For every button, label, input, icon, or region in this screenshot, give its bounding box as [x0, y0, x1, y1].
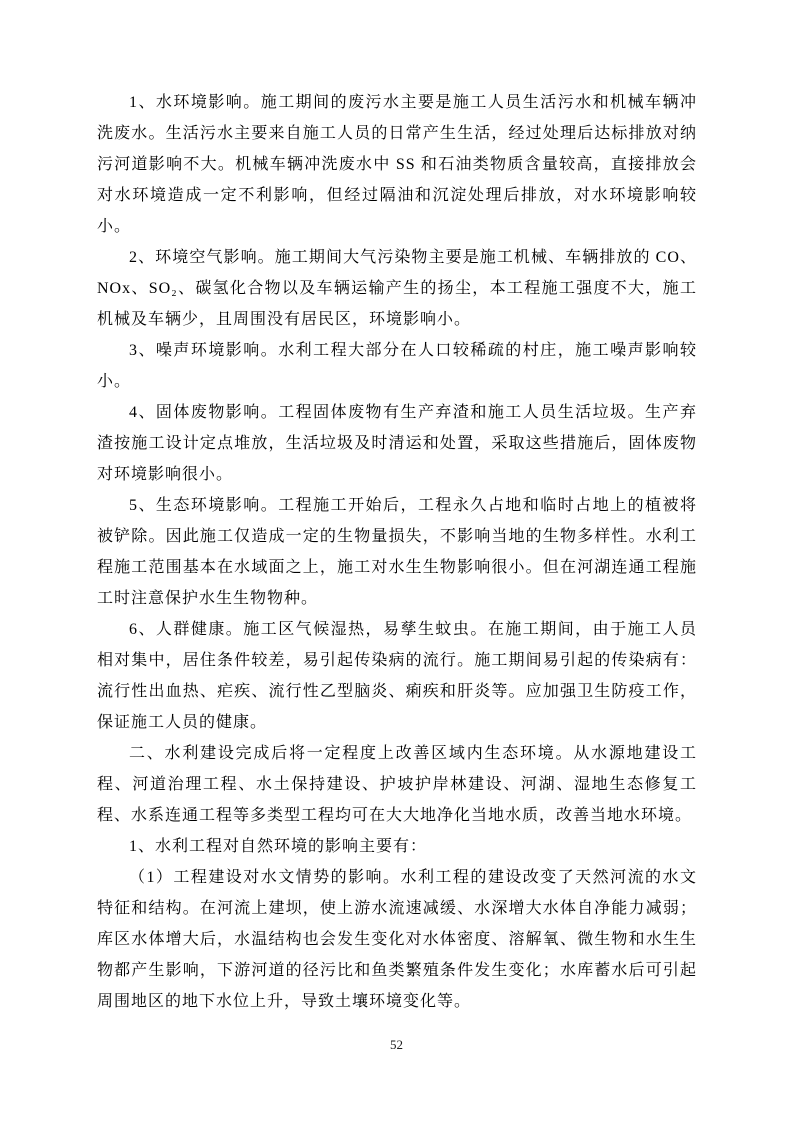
paragraph-1: 1、水环境影响。施工期间的废污水主要是施工人员生活污水和机械车辆冲洗废水。生活污水主要来自施工人员的日常产生生活，经过处理后达标排放对纳污河道影响不大。机械车辆冲洗废水中 SS 和石油类物质含量较高，直接排放会对水环境造成一定不利影响，但经过隔油和沉淀处理后排放，对水环境影响较小。: [97, 94, 697, 235]
paragraph-8: 1、水利工程对自然环境的影响主要有：: [129, 838, 428, 855]
document-body: [97, 87, 697, 1017]
paragraph-7: 二、水利建设完成后将一定程度上改善区域内生态环境。从水源地建设工程、河道治理工程、水土保持建设、护坡护岸林建设、河湖、湿地生态修复工程、水系连通工程等多类型工程均可在大大地净化当地水质，改善当地水环境。: [97, 745, 697, 824]
paragraph-6: 6、人群健康。施工区气候湿热，易孳生蚊虫。在施工期间，由于施工人员相对集中，居住条件较差，易引起传染病的流行。施工期间易引起的传染病有：流行性出血热、疟疾、流行性乙型脑炎、痢疾和肝炎等。应加强卫生防疫工作，保证施工人员的健康。: [97, 621, 697, 731]
paragraph-4: 4、固体废物影响。工程固体废物有生产弃渣和施工人员生活垃圾。生产弃渣按施工设计定点堆放，生活垃圾及时清运和处置，采取这些措施后，固体废物对环境影响很小。: [97, 404, 697, 483]
page-number: 52: [390, 1037, 403, 1052]
paragraph-5: 5、生态环境影响。工程施工开始后，工程永久占地和临时占地上的植被将被铲除。因此施工仅造成一定的生物量损失，不影响当地的生物多样性。水利工程施工范围基本在水域面之上，施工对水生生物影响很小。但在河湖连通工程施工时注意保护水生生物物种。: [97, 497, 697, 607]
paragraph-2: 2、环境空气影响。施工期间大气污染物主要是施工机械、车辆排放的 CO、NOx、SO₂、碳氢化合物以及车辆运输产生的扬尘，本工程施工强度不大，施工机械及车辆少，且周围没有居民区，环境影响小。: [97, 249, 697, 328]
paragraph-3: 3、噪声环境影响。水利工程大部分在人口较稀疏的村庄，施工噪声影响较小。: [97, 342, 697, 390]
page-footer: [0, 1036, 793, 1054]
paragraph-9: （1）工程建设对水文情势的影响。水利工程的建设改变了天然河流的水文特征和结构。在河流上建坝，使上游水流速减缓、水深增大水体自净能力减弱；库区水体增大后，水温结构也会发生变化对水体密度、溶解氧、微生物和水生生物都产生影响，下游河道的径污比和鱼类繁殖条件发生变化；水库蓄水后可引起周围地区的地下水位上升，导致土壤环境变化等。: [97, 869, 697, 1010]
